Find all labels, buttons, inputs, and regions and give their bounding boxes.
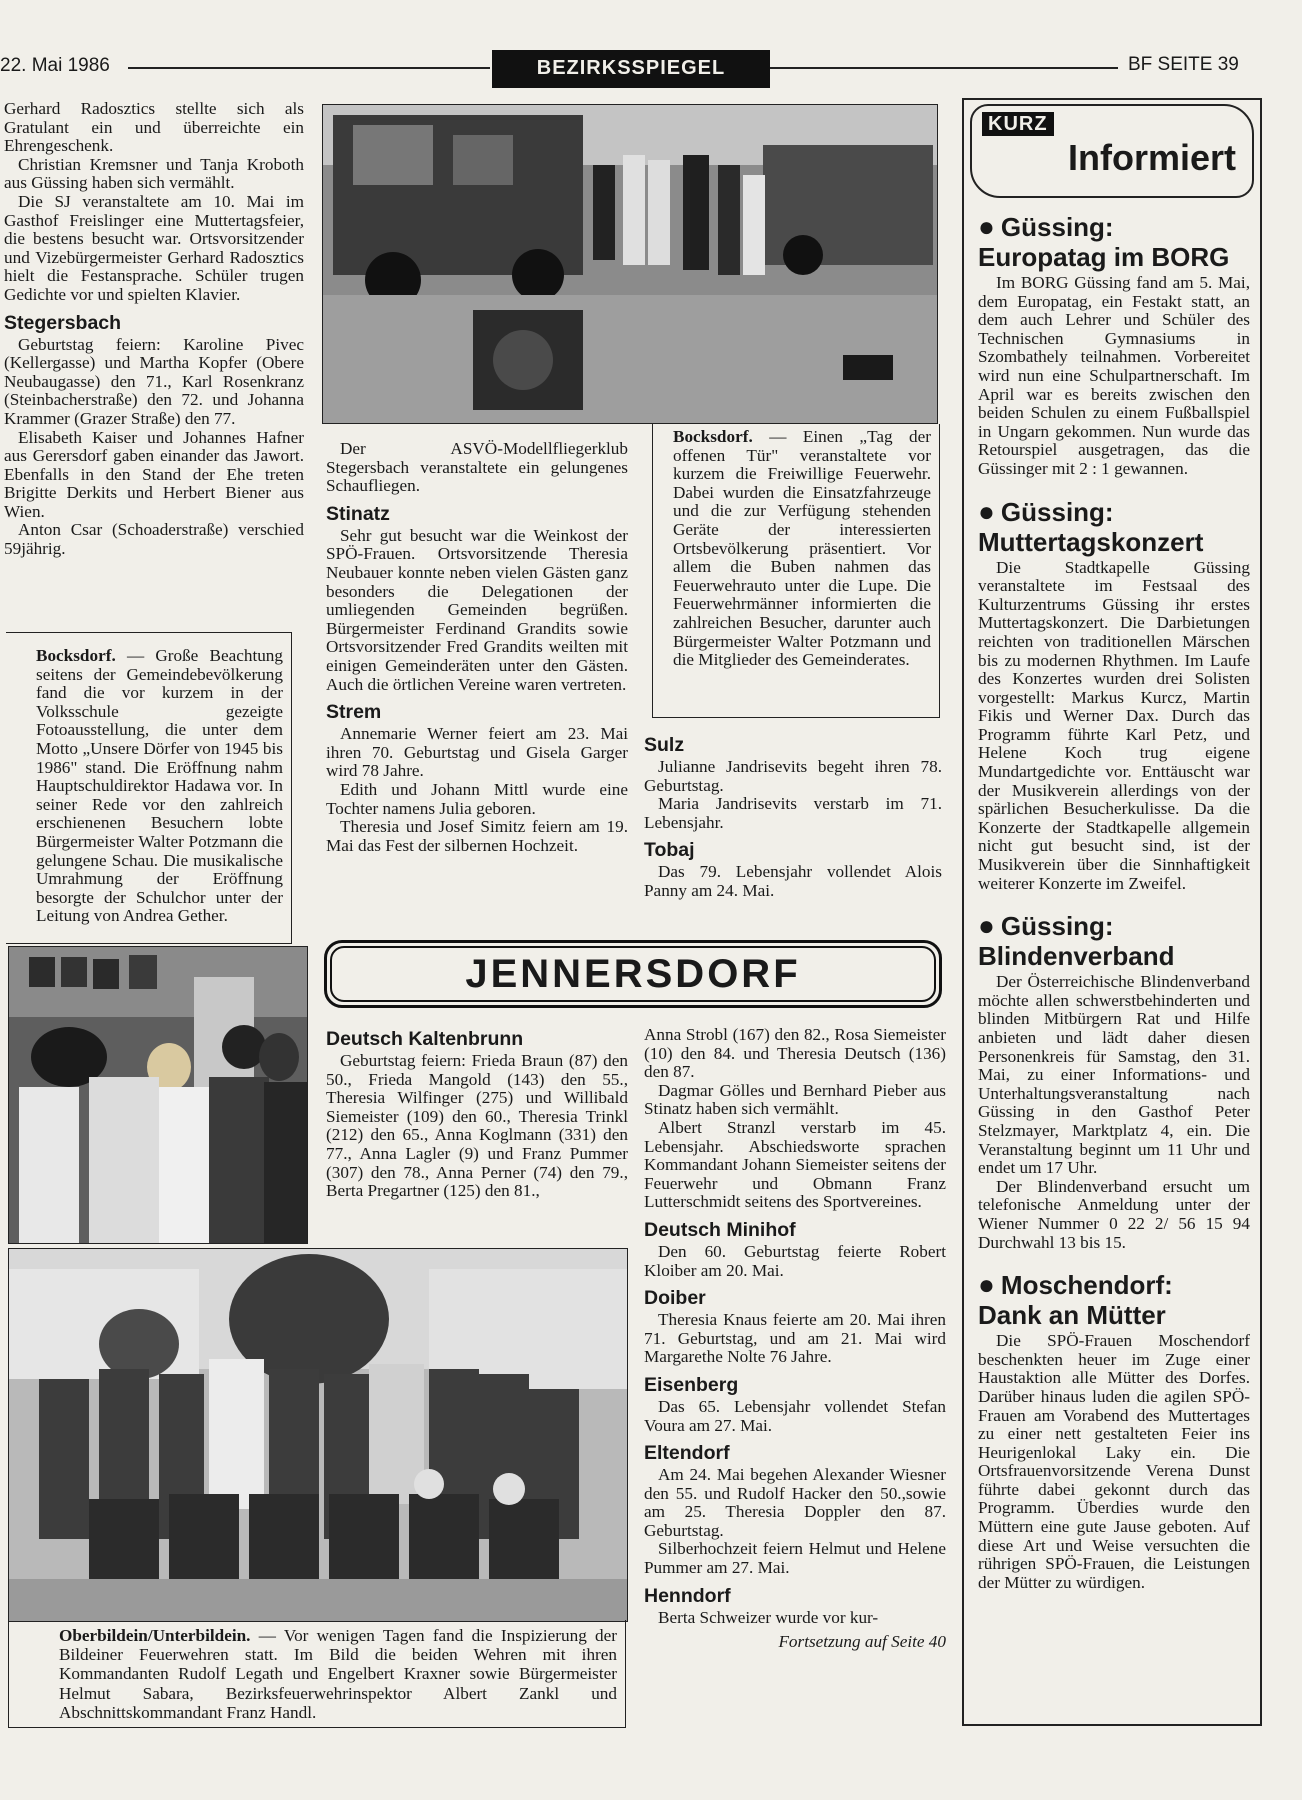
paragraph: Annemarie Werner feiert am 23. Mai ihren 70. Geburtstag und Gisela Garger wird 78 Jahre.: [326, 724, 628, 781]
paragraph: Dagmar Gölles und Bernhard Pieber aus Stinatz haben sich vermählt.: [644, 1080, 946, 1119]
logo-informiert: Informiert: [1068, 137, 1237, 178]
paragraph: Gerhard Radosztics stellte sich als Gratulant ein und überreichte ein Ehrengeschenk.: [4, 99, 304, 156]
kurz-informiert-box: [962, 98, 1262, 1726]
heading-stegersbach: Stegersbach: [4, 311, 122, 334]
kurz-item-2-title: ● Güssing: Muttertagskonzert: [978, 495, 1204, 557]
photo-exhibition: [8, 946, 308, 1244]
section-title: BEZIRKSSPIEGEL: [492, 50, 770, 88]
caption-lead: Bocksdorf.: [36, 646, 116, 665]
column-2: [326, 440, 628, 855]
caption-text: — Vor wenigen Tagen fand die Inspizierung der Bildeiner Feuerwehren statt. Im Bild die beiden Wehren mit ihren Kommandanten Rudolf Legath und Engelbert Kraxner sowie Bürgermeister Helmut Sabara, Bezirksfeuerwehrinspektor Albert Zankl und Abschnittskommandant Franz Handl.: [59, 1626, 617, 1722]
paragraph: Anton Csar (Schoaderstraße) verschied 59jährig.: [4, 520, 304, 559]
bocksdorf-caption-box: [6, 632, 292, 944]
firefighters-photo-art: [9, 1249, 627, 1621]
heading-eisenberg: Eisenberg: [644, 1373, 739, 1396]
paragraph: Theresia Knaus feierte am 20. Mai ihren 71. Geburtstag, und am 21. Mai wird Margarethe Nolte 76 Jahre.: [644, 1310, 946, 1367]
bullet-icon: ●: [978, 910, 995, 942]
paragraph: Julianne Jandrisevits begeht ihren 78. Geburtstag.: [644, 757, 942, 795]
caption-lead: Oberbildein/Unterbildein.: [59, 1626, 251, 1645]
paragraph: Der ASVÖ-Modellfliegerklub Stegersbach veranstaltete ein gelungenes Schaufliegen.: [326, 439, 628, 496]
heading-strem: Strem: [326, 701, 382, 724]
continued-note: Fortsetzung auf Seite 40: [778, 1632, 946, 1652]
bildein-caption-box: [8, 1620, 626, 1728]
banner-title: JENNERSDORF: [465, 952, 801, 996]
jennersdorf-left: [326, 1026, 628, 1201]
paragraph: Theresia und Josef Simitz feiern am 19. Mai das Fest der silbernen Hochzeit.: [326, 817, 628, 855]
heading-henndorf: Henndorf: [644, 1584, 731, 1607]
kurz-item-4-title: ● Moschendorf: Dank an Mütter: [978, 1269, 1173, 1331]
bullet-icon: ●: [978, 495, 995, 527]
heading-deutsch-minihof: Deutsch Minihof: [644, 1218, 796, 1241]
exhibition-photo-art: [9, 947, 307, 1243]
bocksdorf-fire-caption-box: [652, 424, 940, 718]
column-3: [644, 734, 942, 901]
heading-doiber: Doiber: [644, 1287, 706, 1310]
paragraph: Die SJ veranstaltete am 10. Mai im Gasthof Freislinger eine Muttertagsfeier, die bestens besucht war. Ortsvorsitzender und Vizebürgermeister Gerhard Radosztics hielt die Festansprache. Schüler trugen Gedichte vor und spielten Klavier.: [4, 191, 304, 304]
kurz-content: [978, 202, 1250, 1592]
paragraph: Die Stadtkapelle Güssing veranstaltete im Festsaal des Kulturzentrums Güssing ihr erstes Muttertagskonzert. Die Darbietungen reichten von traditionellen Märschen bis zu modernen Rhythmen. Im Laufe des Konzertes wurden drei Solisten vorgestellt: Markus Kurcz, Martin Fikis und Werner Dax. Durch das Programm führte Karl Petz, und Helene Koch trug eigene Mundartgedichte vor. Enttäuscht war der Musikverein allerdings von der spärlichen Besucherkulisse. Da die Konzerte der Stadtkapelle allgemein nicht gut besucht sind, ist der Musikverein über die Sinnhaftigkeit weiterer Konzerte im Zweifel.: [978, 557, 1250, 893]
paragraph: Maria Jandrisevits verstarb im 71. Lebensjahr.: [644, 794, 942, 832]
paragraph: Elisabeth Kaiser und Johannes Hafner aus Gerersdorf gaben einander das Jawort. Ebenfalls in den Stand der Ehe treten Brigitte Derkits und Herbert Biener aus Wien.: [4, 427, 304, 521]
paragraph: Edith und Johann Mittl wurde eine Tochter namens Julia geboren.: [326, 779, 628, 818]
jennersdorf-banner: [324, 940, 942, 1008]
paragraph: Albert Stranzl verstarb im 45. Lebensjahr. Abschiedsworte sprachen Kommandant Johann Siemeister seitens der Feuerwehr und Obmann Franz Lutterschmidt seitens des Sportvereines.: [644, 1117, 946, 1212]
column-1: [4, 100, 304, 559]
bullet-icon: ●: [978, 211, 995, 242]
paragraph: Anna Strobl (167) den 82., Rosa Siemeister (10) den 84. und Theresia Deutsch (136) den 87.: [644, 1025, 946, 1082]
kurz-informiert-logo: [970, 104, 1254, 198]
rule-right: [770, 67, 1118, 69]
heading-sulz: Sulz: [644, 734, 685, 756]
photo-firefighters: [8, 1248, 628, 1622]
paragraph: Den 60. Geburtstag feierte Robert Kloiber am 20. Mai.: [644, 1241, 946, 1280]
paragraph: Im BORG Güssing fand am 5. Mai, dem Europatag, ein Festakt statt, an dem auch Lehrer und Schüler des Technischen Gymnasiums in Szombathely teilnahmen. Vorbereitet wird nun eine Schulpartnerschaft. Im April war es bereits zwischen den beiden Schulen zu einem Fußballspiel in Ungarn gekommen. Nun wurde das Retourspiel ausgetragen, das die Güssinger mit 2 : 1 gewannen.: [978, 273, 1250, 478]
paragraph: Geburtstag feiern: Karoline Pivec (Kellergasse) und Martha Kopfer (Obere Neubaugasse) den 71., Karl Rosenkranz (Steinbacherstraße) den 72. und Johanna Krammer (Grazer Straße) den 77.: [4, 334, 304, 428]
paragraph: Das 65. Lebensjahr vollendet Stefan Voura am 27. Mai.: [644, 1396, 946, 1435]
paragraph: Christian Kremsner und Tanja Kroboth aus Güssing haben sich vermählt.: [4, 154, 304, 193]
caption-text: — Große Beachtung seitens der Gemeindebevölkerung fand die vor kurzem in der Volksschule gezeigte Fotoausstellung, die unter dem Motto „Unsere Dörfer von 1945 bis 1986" stand. Die Eröffnung nahm Hauptschuldirektor Hadawa vor. In seiner Rede vor den zahlreich erschienenen Besuchern lobte Bürgermeister Walter Potzmann die gelungene Schau. Die musikalische Umrahmung der Eröffnung besorgte der Schulchor unter der Leitung von Andrea Gether.: [36, 646, 283, 926]
heading-stinatz: Stinatz: [326, 502, 390, 525]
photo-fire-truck: [322, 104, 938, 424]
heading-eltendorf: Eltendorf: [644, 1442, 730, 1465]
rule-left: [128, 67, 490, 69]
heading-deutsch-kaltenbrunn: Deutsch Kaltenbrunn: [326, 1028, 524, 1050]
logo-kurz: KURZ: [982, 112, 1054, 136]
paragraph: Geburtstag feiern: Frieda Braun (87) den 50., Frieda Mangold (143) den 55., Theresia Wilfinger (275) und Willibald Siemeister (109) den 60., Theresia Trinkl (212) den 65., Anna Koglmann (331) den 77., Anna Lagler (9) und Franz Pummer (307) den 78., Anna Perner (74) den 79., Berta Pregartner (125) den 81.,: [326, 1051, 628, 1201]
caption-text: — Einen „Tag der offenen Tür" veranstaltete vor kurzem die Freiwillige Feuerwehr. Dabei wurden die Einsatzfahrzeuge und die zur Verfügung stehenden Geräte der interessierten Ortsbevölkerung präsentiert. Vor allem die Buben nahmen das Feuerwehrauto unter die Lupe. Die Feuerwehrmänner informierten die zahlreichen Besucher, darunter auch Bürgermeister Walter Potzmann und die Mitglieder des Gemeinderates.: [673, 427, 931, 670]
masthead: [0, 50, 1302, 86]
page-number: BF SEITE 39: [1128, 54, 1239, 75]
paragraph: Die SPÖ-Frauen Moschendorf beschenkten heuer im Zuge einer Haustaktion alle Mütter des Dorfes. Darüber hinaus luden die agilen SPÖ-Frauen am Vorabend des Muttertages zu einer nett gestalteten Feier ins Heurigenlokal Laky ein. Die Ortsfrauenvorsitzende Verena Dunst führte dabei gekonnt durch das Programm. Überdies wurde den Müttern eine gute Jause geboten. Auf diese Art und Weise versuchten die rührigen SPÖ-Frauen, die Leistungen der Mütter zu würdigen.: [978, 1331, 1250, 1592]
paragraph: Der Blindenverband ersucht um telefonische Anmeldung unter der Wiener Nummer 0 22 2/ 56 15 94 Durchwahl 13 bis 15.: [978, 1176, 1250, 1252]
paragraph: Der Österreichische Blindenverband möchte allen schwerstbehinderten und blinden Mitbürgern Rat und Hilfe anbieten und lädt daher diesen Personenkreis für Samstag, den 31. Mai, zu einer Informations- und Unterhaltungsveranstaltung nach Güssing in den Gasthof Peter Stelzmayer, Marktplatz 4, ein. Die Veranstaltung beginnt um 11 Uhr und endet um 17 Uhr.: [978, 972, 1250, 1178]
bullet-icon: ●: [978, 1269, 995, 1301]
caption-lead: Bocksdorf.: [673, 427, 753, 446]
kurz-item-1-title: ● Güssing: Europatag im BORG: [978, 211, 1230, 272]
fire-truck-photo-art: [323, 105, 937, 423]
paragraph: Berta Schweizer wurde vor kur-: [658, 1607, 879, 1627]
heading-tobaj: Tobaj: [644, 839, 695, 862]
paragraph: Silberhochzeit feiern Helmut und Helene Pummer am 27. Mai.: [644, 1539, 946, 1578]
paragraph: Am 24. Mai begehen Alexander Wiesner den 55. und Rudolf Hacker den 50.,sowie am 25. Theresia Doppler den 87. Geburtstag.: [644, 1465, 946, 1540]
issue-date: 22. Mai 1986: [0, 55, 110, 76]
kurz-item-3-title: ● Güssing: Blindenverband: [978, 910, 1175, 972]
paragraph: Sehr gut besucht war die Weinkost der SPÖ-Frauen. Ortsvorsitzende Theresia Neubauer konnte neben vielen Gästen ganz besonders die Delegationen der umliegenden Gemeinden begrüßen. Bürgermeister Ferdinand Grandits sowie Ortsvorsitzender Fred Grandits weilten mit einigen Gemeinderäten unter den Gästen. Auch die örtlichen Vereine waren vertreten.: [326, 525, 628, 694]
jennersdorf-right: [644, 1026, 946, 1652]
paragraph: Das 79. Lebensjahr vollendet Alois Panny am 24. Mai.: [644, 862, 942, 900]
